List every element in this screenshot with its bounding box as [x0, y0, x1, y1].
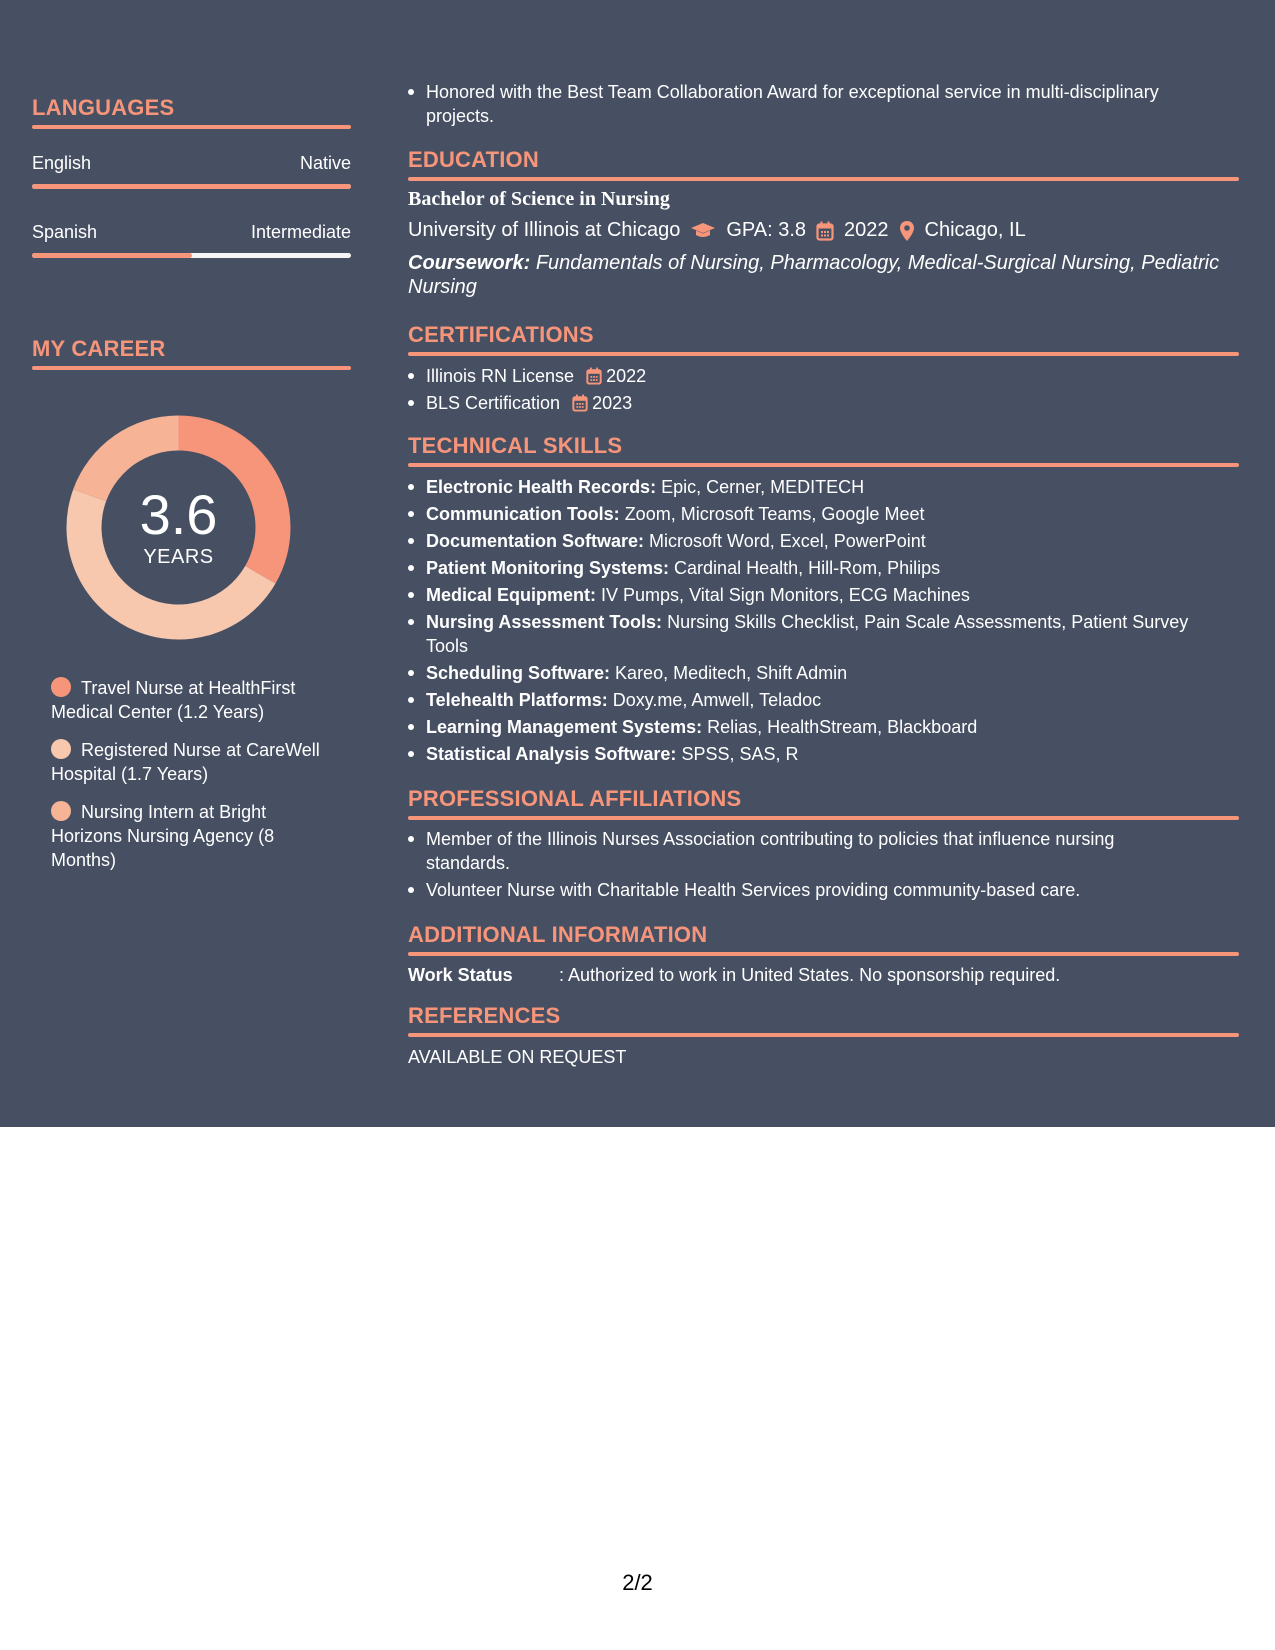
legend-dot	[51, 801, 71, 821]
skill-label: Learning Management Systems:	[426, 717, 703, 737]
skill-value: SPSS, SAS, R	[681, 744, 799, 764]
skill-item	[408, 742, 1208, 766]
career-title: MY CAREER	[32, 336, 166, 361]
list-item	[408, 364, 1208, 388]
legend-label: Nursing Intern at Bright Horizons Nursing Agency (8 Months)	[51, 802, 275, 870]
language-name: English	[32, 153, 92, 173]
languages-title: LANGUAGES	[32, 95, 175, 120]
education-meta	[408, 219, 1026, 242]
school-name: University of Illinois at Chicago	[408, 219, 681, 241]
education-location: Chicago, IL	[924, 219, 1026, 241]
page-number: 2/2	[622, 1570, 653, 1595]
work-status-value: : Authorized to work in United States. No sponsorship required.	[559, 965, 1061, 985]
certifications-rule	[408, 352, 1239, 356]
work-status-row	[408, 963, 1060, 987]
language-level: Intermediate	[250, 222, 351, 242]
career-legend-item	[51, 676, 321, 724]
language-bar-english	[32, 184, 351, 189]
skill-value: Kareo, Meditech, Shift Admin	[615, 663, 848, 683]
location-pin-icon	[899, 220, 915, 242]
skill-label: Statistical Analysis Software:	[426, 744, 677, 764]
calendar-icon	[816, 221, 834, 241]
skill-item	[408, 610, 1208, 658]
skills-rule	[408, 463, 1239, 467]
references-rule	[408, 1033, 1239, 1037]
skill-label: Medical Equipment:	[426, 585, 597, 605]
skill-item	[408, 556, 1208, 580]
list-item	[408, 391, 1208, 415]
certifications-list	[408, 364, 1208, 415]
certification-name: BLS Certification	[426, 393, 561, 413]
career-rule	[32, 366, 351, 370]
language-name: Spanish	[32, 222, 98, 242]
skill-label: Documentation Software:	[426, 531, 645, 551]
calendar-icon	[586, 367, 602, 385]
skill-value: Cardinal Health, Hill-Rom, Philips	[674, 558, 941, 578]
skill-label: Patient Monitoring Systems:	[426, 558, 670, 578]
skill-value: Nursing Skills Checklist, Pain Scale Assessments, Patient Survey Tools	[426, 612, 1189, 656]
skill-value: IV Pumps, Vital Sign Monitors, ECG Machines	[601, 585, 970, 605]
skill-label: Telehealth Platforms:	[426, 690, 608, 710]
skill-item	[408, 661, 1208, 685]
affiliations-list	[408, 827, 1178, 902]
skill-item	[408, 529, 1208, 553]
references-text: AVAILABLE ON REQUEST	[408, 1047, 627, 1067]
calendar-icon	[572, 394, 588, 412]
languages-rule	[32, 125, 351, 129]
skill-label: Nursing Assessment Tools:	[426, 612, 663, 632]
graduation-cap-icon	[690, 221, 716, 241]
degree-title: Bachelor of Science in Nursing	[408, 188, 670, 210]
references-title: REFERENCES	[408, 1003, 561, 1028]
graduation-year: 2022	[844, 219, 889, 241]
coursework-label: Coursework:	[408, 252, 531, 274]
language-bar-fill	[32, 184, 351, 189]
additional-rule	[408, 952, 1239, 956]
legend-label: Travel Nurse at HealthFirst Medical Center (1.2 Years)	[51, 678, 296, 722]
additional-title: ADDITIONAL INFORMATION	[408, 922, 708, 947]
language-level: Native	[299, 153, 351, 173]
list-item: Member of the Illinois Nurses Association contributing to policies that influence nursing standards.	[408, 827, 1178, 875]
skill-value: Doxy.me, Amwell, Teladoc	[612, 690, 822, 710]
certifications-title: CERTIFICATIONS	[408, 322, 594, 347]
skill-value: Zoom, Microsoft Teams, Google Meet	[624, 504, 925, 524]
education-rule	[408, 177, 1239, 181]
coursework	[408, 251, 1228, 299]
list-item: Honored with the Best Team Collaboration Award for exceptional service in multi-disciplinary projects.	[408, 80, 1208, 128]
awards-list	[408, 80, 1208, 128]
skill-value: Epic, Cerner, MEDITECH	[661, 477, 865, 497]
gpa: GPA: 3.8	[726, 219, 807, 241]
education-title: EDUCATION	[408, 147, 539, 172]
language-row-spanish	[32, 222, 351, 243]
skill-item	[408, 688, 1208, 712]
affiliations-rule	[408, 816, 1239, 820]
skills-list	[408, 475, 1208, 766]
skill-label: Scheduling Software:	[426, 663, 611, 683]
legend-dot	[51, 739, 71, 759]
legend-label: Registered Nurse at CareWell Hospital (1.7 Years)	[51, 740, 320, 784]
skill-label: Electronic Health Records:	[426, 477, 657, 497]
skill-item	[408, 475, 1208, 499]
list-item: Volunteer Nurse with Charitable Health Services providing community-based care.	[408, 878, 1178, 902]
skill-item	[408, 502, 1208, 526]
skill-label: Communication Tools:	[426, 504, 620, 524]
language-bar-fill	[32, 253, 192, 258]
legend-dot	[51, 677, 71, 697]
language-row-english	[32, 153, 351, 174]
career-legend-item	[51, 738, 321, 786]
skills-title: TECHNICAL SKILLS	[408, 433, 623, 458]
coursework-text: Fundamentals of Nursing, Pharmacology, Medical-Surgical Nursing, Pediatric Nursing	[408, 252, 1220, 298]
skill-item	[408, 583, 1208, 607]
certification-year: 2022	[606, 366, 647, 386]
skill-item	[408, 715, 1208, 739]
affiliations-title: PROFESSIONAL AFFILIATIONS	[408, 786, 742, 811]
donut-center	[66, 415, 291, 640]
career-total-unit: YEARS	[143, 546, 214, 568]
work-status-label: Work Status	[408, 965, 513, 985]
career-legend-item	[51, 800, 321, 872]
career-total-value: 3.6	[139, 483, 218, 546]
language-bar-spanish	[32, 253, 351, 258]
certification-name: Illinois RN License	[426, 366, 575, 386]
certification-year: 2023	[592, 393, 633, 413]
skill-value: Relias, HealthStream, Blackboard	[707, 717, 978, 737]
skill-value: Microsoft Word, Excel, PowerPoint	[649, 531, 926, 551]
